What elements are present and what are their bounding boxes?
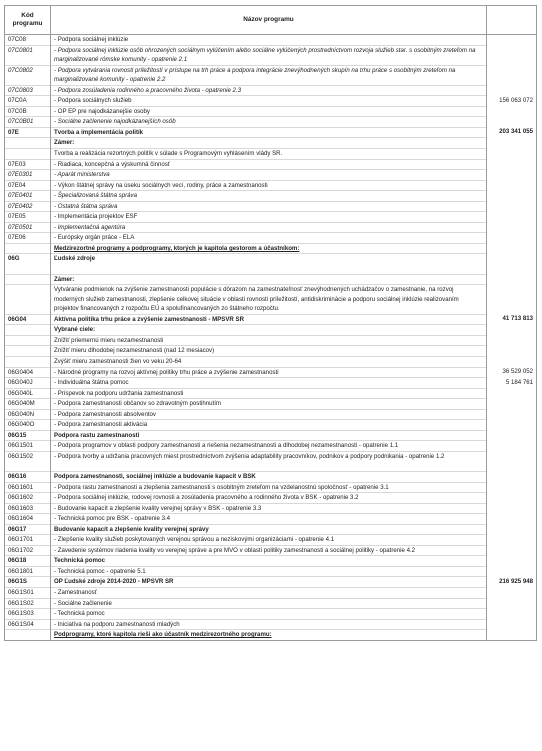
table-row bbox=[5, 545, 537, 556]
program-amount-cell bbox=[487, 598, 537, 609]
program-amount-cell bbox=[487, 471, 537, 482]
program-name-cell: - Podpora zamestnanosti aktivácia bbox=[51, 420, 487, 431]
program-amount-cell bbox=[487, 45, 537, 65]
program-table bbox=[4, 5, 537, 641]
program-code-cell: 06G1701 bbox=[5, 535, 51, 546]
program-name-cell: Medzirezortné programy a podprogramy, ktorých je kapitola gestorom a účastníkom: bbox=[51, 243, 487, 254]
program-amount-cell: 216 925 948 bbox=[487, 577, 537, 588]
program-name-cell: - Výkon štátnej správy na úseku sociálnych vecí, rodiny, práce a zamestnanosti bbox=[51, 180, 487, 191]
program-name-cell: - Zlepšenie kvality služieb poskytovaných verejnou správou a neziskovými organizáciami - opatrenie 4.1 bbox=[51, 535, 487, 546]
table-row bbox=[5, 233, 537, 244]
program-name-cell: - Podpora programov v oblasti podpory zamestnanosti a riešenia nezamestnanosti a dlhodobej nezamestnanosti - opatrenie 1.1 bbox=[51, 441, 487, 452]
program-amount-cell: 5 184 761 bbox=[487, 378, 537, 389]
program-code-cell: 07C0B01 bbox=[5, 117, 51, 128]
table-row bbox=[5, 566, 537, 577]
program-amount-cell bbox=[487, 535, 537, 546]
table-row bbox=[5, 356, 537, 367]
program-name-cell: Tvorba a implementácia politík bbox=[51, 127, 487, 138]
table-row bbox=[5, 630, 537, 641]
program-code-cell: 07E05 bbox=[5, 212, 51, 223]
program-amount-cell bbox=[487, 441, 537, 452]
table-row bbox=[5, 170, 537, 181]
program-code-cell bbox=[5, 274, 51, 285]
program-code-cell: 07E0301 bbox=[5, 170, 51, 181]
program-name-cell: - Podpora sociálnej inklúzie, rodovej rovnosti a zosúladenia pracovného a rodinného života v BSK - opatrenie 3.2 bbox=[51, 493, 487, 504]
program-amount-cell bbox=[487, 106, 537, 117]
table-row bbox=[5, 524, 537, 535]
table-row bbox=[5, 127, 537, 138]
program-code-cell bbox=[5, 335, 51, 346]
table-row bbox=[5, 314, 537, 325]
program-name-cell: Aktívna politika trhu práce a zvýšenie zamestnanosti - MPSVR SR bbox=[51, 314, 487, 325]
table-row bbox=[5, 335, 537, 346]
program-code-cell: 06G15 bbox=[5, 430, 51, 441]
program-code-cell: 06G1501 bbox=[5, 441, 51, 452]
program-code-cell: 06G1603 bbox=[5, 503, 51, 514]
program-name-cell: Podprogramy, ktoré kapitola rieši ako účastník medzirezortného programu: bbox=[51, 630, 487, 641]
program-amount-cell: 203 341 055 bbox=[487, 127, 537, 138]
program-name-cell: - Zamestnanosť bbox=[51, 587, 487, 598]
program-amount-cell bbox=[487, 503, 537, 514]
program-code-cell: 06G1604 bbox=[5, 514, 51, 525]
program-code-cell bbox=[5, 356, 51, 367]
program-name-cell: - Podpora zamestnanosti absolventov bbox=[51, 409, 487, 420]
program-name-cell: Podpora rastu zamestnanosti bbox=[51, 430, 487, 441]
program-name-cell: - Technická pomoc bbox=[51, 609, 487, 620]
table-row bbox=[5, 274, 537, 285]
table-row bbox=[5, 180, 537, 191]
program-amount-cell bbox=[487, 420, 537, 431]
program-amount-cell bbox=[487, 630, 537, 641]
program-name-cell: - Individuálna štátna pomoc bbox=[51, 378, 487, 389]
table-row bbox=[5, 191, 537, 202]
program-amount-cell bbox=[487, 587, 537, 598]
program-amount-cell bbox=[487, 399, 537, 410]
program-amount-cell bbox=[487, 451, 537, 471]
program-name-cell: - Podpora vytvárania rovnosti príležitostí v prístupe na trh práce a podpora integrácie znevýhodnených skupín na trhu práce s osobitným zreteľom na marginalizované komunity - opatrenie 2.2 bbox=[51, 65, 487, 85]
table-body bbox=[5, 35, 537, 641]
table-row bbox=[5, 212, 537, 223]
table-row bbox=[5, 346, 537, 357]
program-code-cell: 07C0802 bbox=[5, 65, 51, 85]
table-row bbox=[5, 399, 537, 410]
program-code-cell: 07C08 bbox=[5, 35, 51, 46]
program-amount-cell bbox=[487, 274, 537, 285]
table-row bbox=[5, 149, 537, 160]
header-program-name: Názov programu bbox=[51, 6, 487, 35]
program-name-cell: - Podpora sociálnej inklúzie osôb ohrozených sociálnym vylúčením alebo sociálne vylúčených prostredníctvom rozvoja služieb star. s osobitným zreteľom na marginalizované rómske komunity - opatrenie 2.1 bbox=[51, 45, 487, 65]
program-name-cell: - Podpora zamestnanosti občanov so zdravotným postihnutím bbox=[51, 399, 487, 410]
table-row bbox=[5, 254, 537, 274]
program-name-cell: - Zavedenie systémov riadenia kvality vo verejnej správe a pre MVO v oblasti politiky zamestnanosti a sociálnej politiky - opatrenie 4.2 bbox=[51, 545, 487, 556]
program-amount-cell bbox=[487, 335, 537, 346]
program-code-cell: 07E0401 bbox=[5, 191, 51, 202]
program-amount-cell bbox=[487, 325, 537, 336]
program-code-cell: 06G040L bbox=[5, 388, 51, 399]
program-code-cell: 06G17 bbox=[5, 524, 51, 535]
program-name-cell: Zámer: bbox=[51, 274, 487, 285]
table-row bbox=[5, 430, 537, 441]
program-name-cell: Ľudské zdroje bbox=[51, 254, 487, 274]
table-row bbox=[5, 409, 537, 420]
program-name-cell: - Riadiaca, koncepčná a výskumná činnosť bbox=[51, 159, 487, 170]
program-code-cell: 06G1502 bbox=[5, 451, 51, 471]
table-row bbox=[5, 35, 537, 46]
program-amount-cell bbox=[487, 191, 537, 202]
program-code-cell: 07C0B bbox=[5, 106, 51, 117]
program-name-cell: - Implementačná agentúra bbox=[51, 222, 487, 233]
table-row bbox=[5, 535, 537, 546]
program-name-cell: - Podpora zosúladenia rodinného a pracovného života - opatrenie 2.3 bbox=[51, 85, 487, 96]
program-amount-cell bbox=[487, 430, 537, 441]
program-name-cell: - Iniciatíva na podporu zamestnanosti mladých bbox=[51, 619, 487, 630]
header-program-code: Kód programu bbox=[5, 6, 51, 35]
program-name-cell: - Príspevok na podporu udržania zamestnanosti bbox=[51, 388, 487, 399]
table-row bbox=[5, 201, 537, 212]
program-name-cell: - Podpora sociálnych služieb bbox=[51, 96, 487, 107]
table-row bbox=[5, 85, 537, 96]
program-name-cell: - Európsky orgán práce - ELA bbox=[51, 233, 487, 244]
program-amount-cell bbox=[487, 609, 537, 620]
program-amount-cell bbox=[487, 285, 537, 315]
table-row bbox=[5, 619, 537, 630]
program-amount-cell bbox=[487, 233, 537, 244]
program-code-cell: 07E06 bbox=[5, 233, 51, 244]
program-amount-cell: 156 063 072 bbox=[487, 96, 537, 107]
program-name-cell: OP Ľudské zdroje 2014-2020 - MPSVR SR bbox=[51, 577, 487, 588]
program-name-cell: Podpora zamestnanosti, sociálnej inklúzie a budovanie kapacít v BSK bbox=[51, 471, 487, 482]
program-code-cell: 06G1S02 bbox=[5, 598, 51, 609]
program-name-cell: - OP EP pre najodkázanejšie osoby bbox=[51, 106, 487, 117]
program-amount-cell bbox=[487, 514, 537, 525]
program-code-cell bbox=[5, 285, 51, 315]
table-row bbox=[5, 45, 537, 65]
program-code-cell bbox=[5, 346, 51, 357]
program-amount-cell bbox=[487, 493, 537, 504]
program-amount-cell: 36 529 052 bbox=[487, 367, 537, 378]
table-row bbox=[5, 243, 537, 254]
table-row bbox=[5, 367, 537, 378]
table-row bbox=[5, 388, 537, 399]
program-code-cell bbox=[5, 149, 51, 160]
program-name-cell: - Aparát ministerstva bbox=[51, 170, 487, 181]
program-code-cell: 06G1801 bbox=[5, 566, 51, 577]
program-amount-cell bbox=[487, 222, 537, 233]
table-row bbox=[5, 493, 537, 504]
program-name-cell: Znížiť mieru dlhodobej nezamestnanosti (nad 12 mesiacov) bbox=[51, 346, 487, 357]
table-row bbox=[5, 159, 537, 170]
program-amount-cell bbox=[487, 482, 537, 493]
program-amount-cell bbox=[487, 159, 537, 170]
program-code-cell: 06G1601 bbox=[5, 482, 51, 493]
program-name-cell: Zvýšiť mieru zamestnanosti žien vo veku 20-64 bbox=[51, 356, 487, 367]
table-row bbox=[5, 441, 537, 452]
program-amount-cell bbox=[487, 243, 537, 254]
program-amount-cell bbox=[487, 212, 537, 223]
program-amount-cell: 41 713 813 bbox=[487, 314, 537, 325]
program-name-cell: Budovanie kapacít a zlepšenie kvality verejnej správy bbox=[51, 524, 487, 535]
program-code-cell: 06G0404 bbox=[5, 367, 51, 378]
program-code-cell: 06G040O bbox=[5, 420, 51, 431]
table-row bbox=[5, 471, 537, 482]
program-amount-cell bbox=[487, 356, 537, 367]
program-amount-cell bbox=[487, 619, 537, 630]
program-code-cell: 07E bbox=[5, 127, 51, 138]
table-row bbox=[5, 65, 537, 85]
program-amount-cell bbox=[487, 170, 537, 181]
program-name-cell: Tvorba a realizácia rezortných politík v súlade s Programovým vyhlásením vlády SR. bbox=[51, 149, 487, 160]
program-code-cell: 07E0402 bbox=[5, 201, 51, 212]
program-code-cell: 06G1602 bbox=[5, 493, 51, 504]
program-amount-cell bbox=[487, 149, 537, 160]
table-row bbox=[5, 285, 537, 315]
program-name-cell: Technická pomoc bbox=[51, 556, 487, 567]
program-name-cell: - Ostatná štátna správa bbox=[51, 201, 487, 212]
program-code-cell: 07E0501 bbox=[5, 222, 51, 233]
program-amount-cell bbox=[487, 388, 537, 399]
table-row bbox=[5, 451, 537, 471]
program-name-cell: - Technická pomoc pre BSK - opatrenie 3.4 bbox=[51, 514, 487, 525]
table-row bbox=[5, 609, 537, 620]
program-amount-cell bbox=[487, 556, 537, 567]
program-amount-cell bbox=[487, 409, 537, 420]
table-row bbox=[5, 138, 537, 149]
program-name-cell: - Podpora tvorby a udržania pracovných miest prostredníctvom zvýšenia adaptability pracovníkov, podnikov a podpory podnikania - opatrenie 1.2 bbox=[51, 451, 487, 471]
program-code-cell: 06G bbox=[5, 254, 51, 274]
table-row bbox=[5, 503, 537, 514]
table-row bbox=[5, 482, 537, 493]
program-name-cell: Vytváranie podmienok na zvýšenie zamestnanosti populácie s dôrazom na zamestnateľnosť znevýhodnených uchádzačov o zamestnanie, na rozvoj moderných služieb zamestnanosti, zlepšenie celkovej situácie v oblasti rovnosti príležitostí, antidiskriminácie a podporu sociálnej inklúzie realizovaním projektov financovaných z rozpočtu EÚ a spolufinancovaných zo štátneho rozpočtu. bbox=[51, 285, 487, 315]
program-name-cell: - Sociálne začlenenie najodkázanejších osôb bbox=[51, 117, 487, 128]
program-code-cell: 06G1S bbox=[5, 577, 51, 588]
program-code-cell: 06G18 bbox=[5, 556, 51, 567]
program-amount-cell bbox=[487, 85, 537, 96]
program-code-cell: 07E03 bbox=[5, 159, 51, 170]
program-code-cell bbox=[5, 325, 51, 336]
header-amount bbox=[487, 6, 537, 35]
program-code-cell bbox=[5, 630, 51, 641]
program-amount-cell bbox=[487, 566, 537, 577]
program-code-cell: 07E04 bbox=[5, 180, 51, 191]
program-name-cell: - Sociálne začlenenie bbox=[51, 598, 487, 609]
program-amount-cell bbox=[487, 138, 537, 149]
program-code-cell: 06G1702 bbox=[5, 545, 51, 556]
program-code-cell: 06G040J bbox=[5, 378, 51, 389]
table-row bbox=[5, 378, 537, 389]
program-name-cell: Vybrané ciele: bbox=[51, 325, 487, 336]
table-row bbox=[5, 106, 537, 117]
program-amount-cell bbox=[487, 201, 537, 212]
table-header-row bbox=[5, 6, 537, 35]
program-name-cell: - Podpora rastu zamestnanosti a zlepšenia zamestnanosti s osobitným zreteľom na vzdelanostnú spoločnosť - opatrenie 3.1 bbox=[51, 482, 487, 493]
program-amount-cell bbox=[487, 254, 537, 274]
table-row bbox=[5, 117, 537, 128]
program-code-cell: 06G16 bbox=[5, 471, 51, 482]
program-amount-cell bbox=[487, 35, 537, 46]
program-code-cell: 06G040N bbox=[5, 409, 51, 420]
program-amount-cell bbox=[487, 117, 537, 128]
table-row bbox=[5, 587, 537, 598]
program-amount-cell bbox=[487, 524, 537, 535]
program-name-cell: - Podpora sociálnej inklúzie bbox=[51, 35, 487, 46]
table-row bbox=[5, 325, 537, 336]
program-code-cell: 06G040M bbox=[5, 399, 51, 410]
program-code-cell bbox=[5, 138, 51, 149]
program-amount-cell bbox=[487, 346, 537, 357]
program-name-cell: - Technická pomoc - opatrenie 5.1 bbox=[51, 566, 487, 577]
program-code-cell: 06G1S01 bbox=[5, 587, 51, 598]
table-row bbox=[5, 96, 537, 107]
table-row bbox=[5, 514, 537, 525]
program-name-cell: Zámer: bbox=[51, 138, 487, 149]
program-code-cell bbox=[5, 243, 51, 254]
program-code-cell: 07C0803 bbox=[5, 85, 51, 96]
program-name-cell: - Národné programy na rozvoj aktívnej politiky trhu práce a zvýšenie zamestnanosti bbox=[51, 367, 487, 378]
table-row bbox=[5, 222, 537, 233]
program-amount-cell bbox=[487, 65, 537, 85]
program-code-cell: 07C0A bbox=[5, 96, 51, 107]
program-amount-cell bbox=[487, 180, 537, 191]
program-code-cell: 06G1S04 bbox=[5, 619, 51, 630]
program-name-cell: - Implementácia projektov ESF bbox=[51, 212, 487, 223]
program-name-cell: - Špecializovaná štátna správa bbox=[51, 191, 487, 202]
program-name-cell: Znížiť priemernú mieru nezamestnanosti bbox=[51, 335, 487, 346]
table-row bbox=[5, 556, 537, 567]
program-code-cell: 06G04 bbox=[5, 314, 51, 325]
table-row bbox=[5, 598, 537, 609]
program-name-cell: - Budovanie kapacít a zlepšenie kvality verejnej správy v BSK - opatrenie 3.3 bbox=[51, 503, 487, 514]
program-code-cell: 07C0801 bbox=[5, 45, 51, 65]
table-row bbox=[5, 420, 537, 431]
program-code-cell: 06G1S03 bbox=[5, 609, 51, 620]
program-amount-cell bbox=[487, 545, 537, 556]
table-row bbox=[5, 577, 537, 588]
